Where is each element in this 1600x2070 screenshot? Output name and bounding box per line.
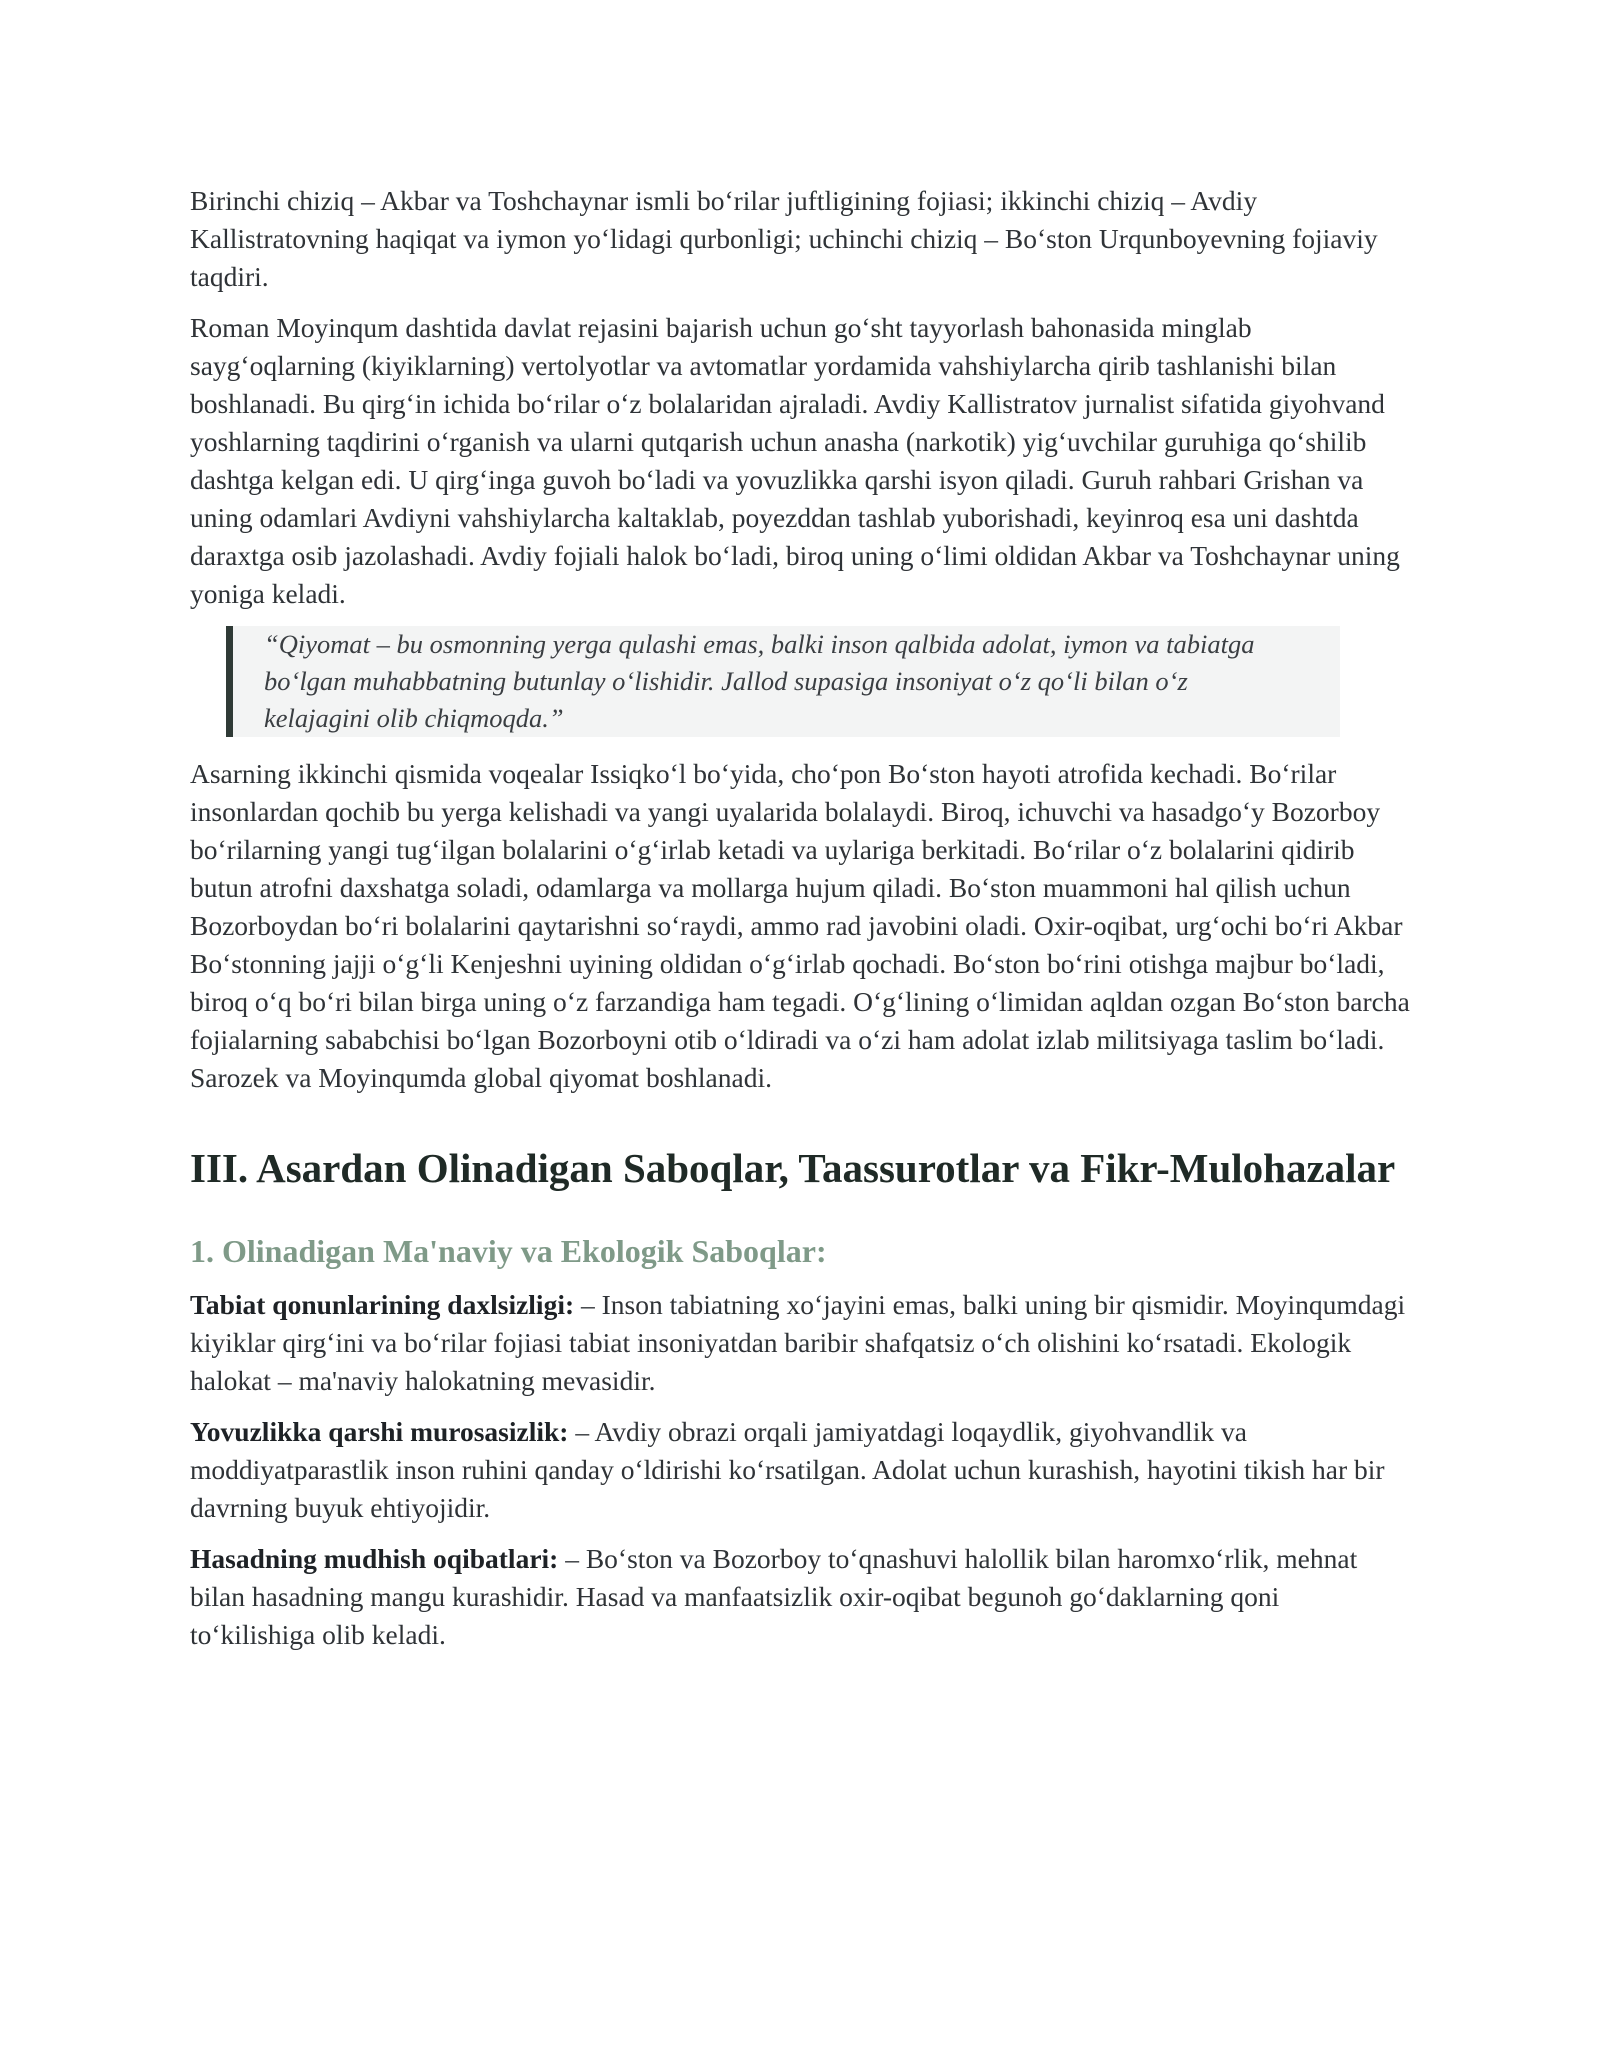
lesson-text: – Avdiy obrazi orqali jamiyatdagi loqaydlik, giyohvandlik va moddiyatparastlik inson ruhini qanday o‘ldirishi ko‘rsatilgan. Adolat uchun kurashish, hayotini tikish har bir davrning buyuk ehtiyojidir. — [190, 1416, 1385, 1523]
lesson-text: – Inson tabiatning xo‘jayini emas, balki uning bir qismidir. Moyinqumdagi kiyiklar qirg‘ini va bo‘rilar fojiasi tabiat insoniyatdan baribir shafqatsiz o‘ch olishini ko‘rsatadi. Ekologik halokat – ma'naviy halokatning mevasidir. — [190, 1289, 1406, 1396]
block-quote — [226, 626, 1340, 737]
lesson-title: Yovuzlikka qarshi murosasizlik: — [190, 1416, 569, 1447]
lesson-text: – Bo‘ston va Bozorboy to‘qnashuvi halollik bilan haromxo‘rlik, mehnat bilan hasadning mangu kurashidir. Hasad va manfaatsizlik oxir-oqibat begunoh go‘daklarning qoni to‘kilishiga olib keladi. — [190, 1543, 1358, 1650]
lesson-item — [190, 1286, 1410, 1400]
paragraph-story-lines: Birinchi chiziq – Akbar va Toshchaynar ismli bo‘rilar juftligining fojiasi; ikkinchi chiziq – Avdiy Kallistratovning haqiqat va iymon yo‘lidagi qurbonligi; uchinchi chiziq – Bo‘ston Urqunboyevning fojiaviy taqdiri. — [190, 185, 1378, 292]
lesson-title: Hasadning mudhish oqibatlari: — [190, 1543, 559, 1574]
quote-text: “Qiyomat – bu osmonning yerga qulashi emas, balki inson qalbida adolat, iymon va tabiatga bo‘lgan muhabbatning butunlay o‘lishidir. Jallod supasiga insoniyat o‘z qo‘li bilan o‘z kelajagini olib chiqmoqda.” — [264, 629, 1255, 733]
paragraph-plot-part-one: Roman Moyinqum dashtida davlat rejasini bajarish uchun go‘sht tayyorlash bahonasida minglab sayg‘oqlarning (kiyiklarning) vertolyotlar va avtomatlar yordamida vahshiylarcha qirib tashlanishi bilan boshlanadi. Bu qirg‘in ichida bo‘rilar o‘z bolalaridan ajraladi. Avdiy Kallistratov jurnalist sifatida giyohvand yoshlarning taqdirini o‘rganish va ularni qutqarish uchun anasha (narkotik) yig‘uvchilar guruhiga qo‘shilib dashtga kelgan edi. U qirg‘inga guvoh bo‘ladi va yovuzlikka qarshi isyon qiladi. Guruh rahbari Grishan va uning odamlari Avdiyni vahshiylarcha kaltaklab, poyezddan tashlab yuborishadi, keyinroq esa uni dashtda daraxtga osib jazolashadi. Avdiy fojiali halok bo‘ladi, biroq uning o‘limi oldidan Akbar va Toshchaynar uning yoniga keladi. — [190, 312, 1400, 609]
section-heading: III. Asardan Olinadigan Saboqlar, Taassurotlar va Fikr-Mulohazalar — [190, 1145, 1396, 1191]
lesson-item — [190, 1413, 1410, 1527]
lesson-title: Tabiat qonunlarining daxlsizligi: — [190, 1289, 575, 1320]
paragraph-plot-part-two: Asarning ikkinchi qismida voqealar Issiqko‘l bo‘yida, cho‘pon Bo‘ston hayoti atrofida kechadi. Bo‘rilar insonlardan qochib bu yerga kelishadi va yangi uyalarida bolalaydi. Biroq, ichuvchi va hasadgo‘y Bozorboy bo‘rilarning yangi tug‘ilgan bolalarini o‘g‘irlab ketadi va uylariga berkitadi. Bo‘rilar o‘z bolalarini qidirib butun atrofni daxshatga soladi, odamlarga va mollarga hujum qiladi. Bo‘ston muammoni hal qilish uchun Bozorboydan bo‘ri bolalarini qaytarishni so‘raydi, ammo rad javobini oladi. Oxir-oqibat, urg‘ochi bo‘ri Akbar Bo‘stonning jajji o‘g‘li Kenjeshni uyining oldidan o‘g‘irlab qochadi. Bo‘ston bo‘rini otishga majbur bo‘ladi, biroq o‘q bo‘ri bilan birga uning o‘z farzandiga ham tegadi. O‘g‘lining o‘limidan aqldan ozgan Bo‘ston barcha fojialarning sababchisi bo‘lgan Bozorboyni otib o‘ldiradi va o‘zi ham adolat izlab militsiyaga taslim bo‘ladi. Sarozek va Moyinqumda global qiyomat boshlanadi. — [190, 758, 1410, 1093]
subheading-lessons: 1. Olinadigan Ma'naviy va Ekologik Saboqlar: — [190, 1233, 827, 1269]
lesson-item — [190, 1540, 1410, 1654]
